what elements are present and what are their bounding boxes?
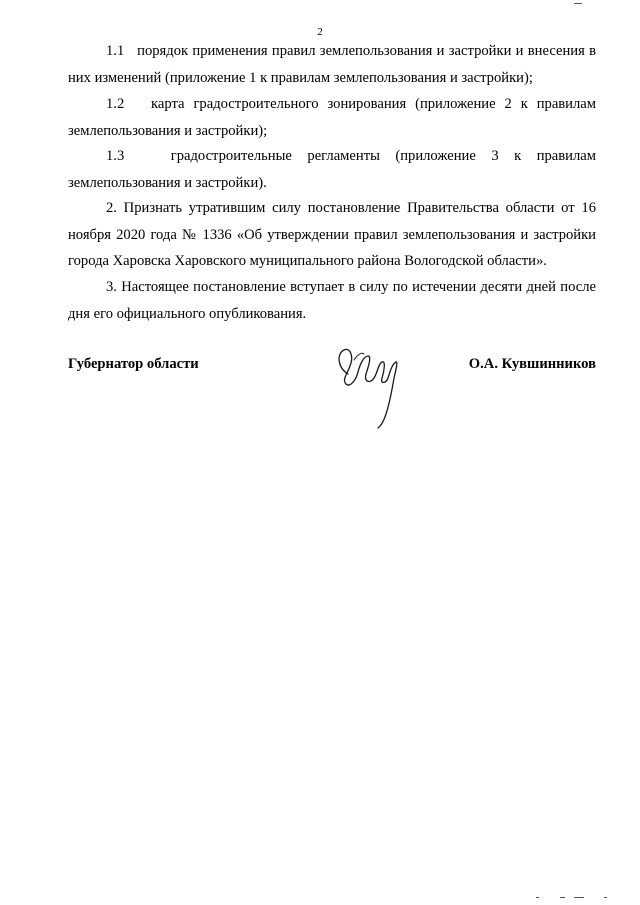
scan-speck — [604, 897, 607, 898]
paragraph-2: 2. Признать утратившим силу постановление Правительства области от 16 ноября 2020 года № 1336 «Об утверждении правил землепользования и застройки города Харовска Харовского муниципального района Вологодской области». — [68, 200, 596, 269]
item-1-2 — [68, 91, 596, 144]
handwritten-signature — [334, 344, 404, 430]
paragraph-3: 3. Настоящее постановление вступает в силу по истечении десяти дней после дня его официального опубликования. — [68, 279, 596, 322]
item-text: порядок применения правил землепользования и застройки и внесения в них изменений (приложение 1 к правилам землепользования и застройки); — [68, 43, 596, 86]
scan-speck — [560, 897, 565, 898]
page-number: 2 — [317, 26, 323, 38]
item-text: карта градостроительного зонирования (приложение 2 к правилам землепользования и застройки); — [68, 96, 596, 139]
item-1-1 — [68, 38, 596, 91]
item-text: градостроительные регламенты (приложение 3 к правилам землепользования и застройки). — [68, 148, 596, 191]
item-number: 1.2 — [106, 96, 125, 112]
scan-speck — [574, 3, 582, 4]
item-1-3 — [68, 143, 596, 196]
signatory-title: Губернатор области — [68, 356, 199, 372]
signatory-name: О.А. Кувшинников — [468, 356, 596, 372]
scan-speck — [536, 897, 539, 898]
scan-speck — [574, 897, 584, 898]
item-number: 1.1 — [106, 43, 125, 59]
item-number: 1.3 — [106, 148, 125, 164]
signature-block — [68, 356, 596, 436]
